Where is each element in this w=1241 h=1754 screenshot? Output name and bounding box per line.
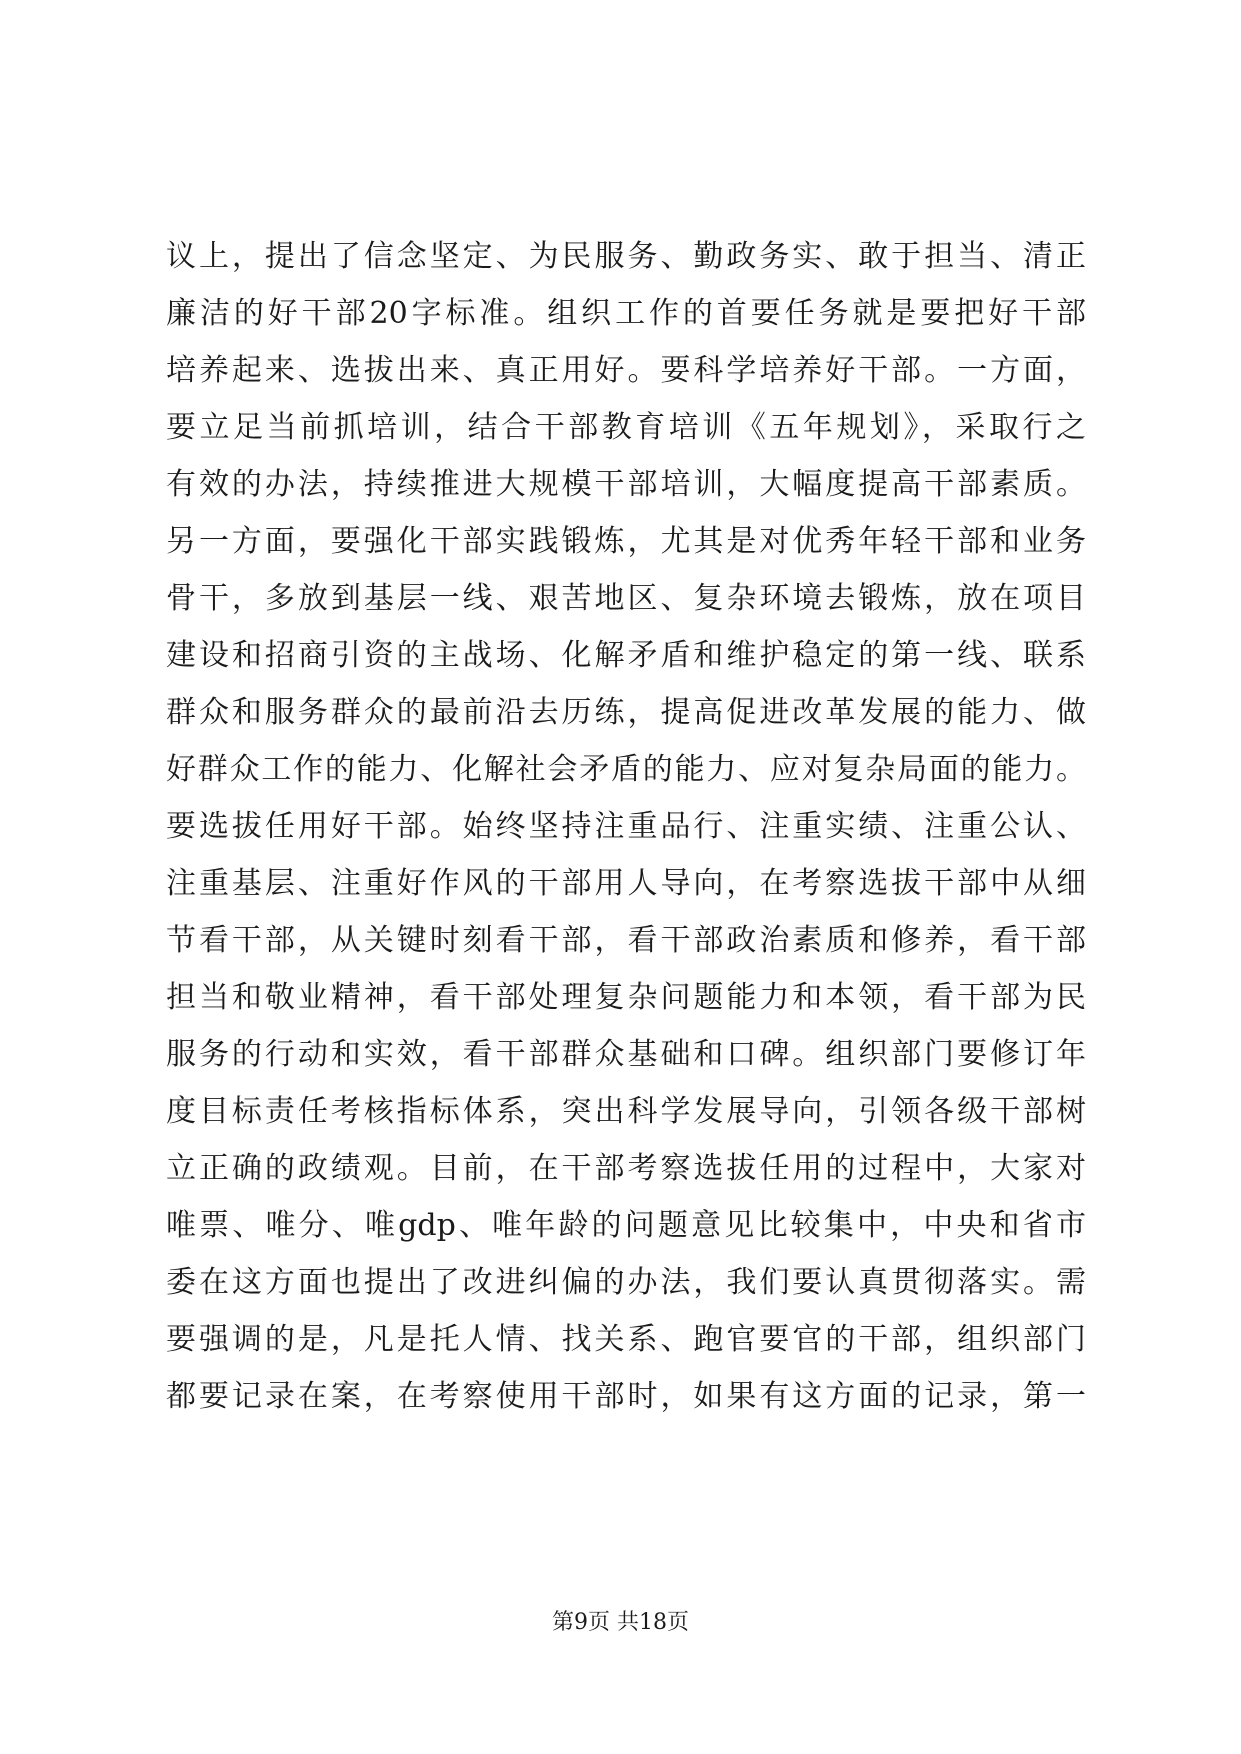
text-line: 唯票、唯分、唯gdp、唯年龄的问题意见比较集中，中央和省市	[166, 1208, 1086, 1243]
page-footer: 第9页 共18页	[552, 1610, 689, 1635]
text-line: 度目标责任考核指标体系，突出科学发展导向，引领各级干部树	[166, 1094, 1086, 1129]
text-line: 好群众工作的能力、化解社会矛盾的能力、应对复杂局面的能力。	[166, 752, 1086, 787]
text-line: 骨干，多放到基层一线、艰苦地区、复杂环境去锻炼，放在项目	[166, 581, 1086, 616]
text-line: 节看干部，从关键时刻看干部，看干部政治素质和修养，看干部	[166, 923, 1086, 958]
text-line: 委在这方面也提出了改进纠偏的办法，我们要认真贯彻落实。需	[166, 1265, 1086, 1300]
text-line: 廉洁的好干部20字标准。组织工作的首要任务就是要把好干部	[166, 296, 1086, 331]
text-line: 立正确的政绩观。目前，在干部考察选拔任用的过程中，大家对	[166, 1151, 1086, 1186]
text-line: 要立足当前抓培训，结合干部教育培训《五年规划》，采取行之	[166, 410, 1086, 445]
text-line: 议上，提出了信念坚定、为民服务、勤政务实、敢于担当、清正	[166, 239, 1086, 274]
text-line: 服务的行动和实效，看干部群众基础和口碑。组织部门要修订年	[166, 1037, 1086, 1072]
text-line: 另一方面，要强化干部实践锻炼，尤其是对优秀年轻干部和业务	[166, 524, 1086, 559]
text-line: 群众和服务群众的最前沿去历练，提高促进改革发展的能力、做	[166, 695, 1086, 730]
text-line: 有效的办法，持续推进大规模干部培训，大幅度提高干部素质。	[166, 467, 1086, 502]
text-line: 担当和敬业精神，看干部处理复杂问题能力和本领，看干部为民	[166, 980, 1086, 1015]
text-line: 要选拔任用好干部。始终坚持注重品行、注重实绩、注重公认、	[166, 809, 1086, 844]
text-line: 注重基层、注重好作风的干部用人导向，在考察选拔干部中从细	[166, 866, 1086, 901]
body-text	[166, 228, 1086, 1425]
text-line: 要强调的是，凡是托人情、找关系、跑官要官的干部，组织部门	[166, 1322, 1086, 1357]
text-line: 都要记录在案，在考察使用干部时，如果有这方面的记录，第一	[166, 1379, 1086, 1414]
text-line: 培养起来、选拔出来、真正用好。要科学培养好干部。一方面，	[166, 353, 1086, 388]
text-line: 建设和招商引资的主战场、化解矛盾和维护稳定的第一线、联系	[166, 638, 1086, 673]
